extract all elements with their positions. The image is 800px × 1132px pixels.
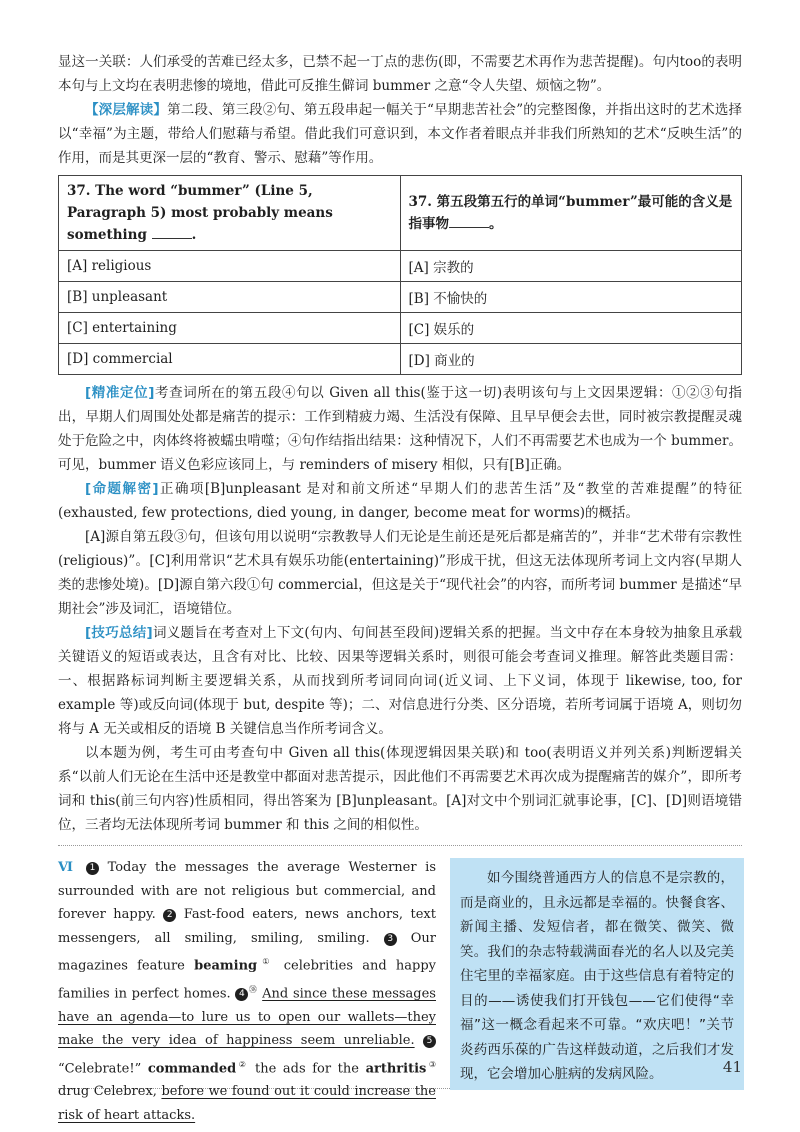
question-cn-end: 。 [489,216,503,232]
question-decode-text: 正确项[B]unpleasant 是对和前文所述“早期人们的悲苦生活”及“教堂的苦难提醒”的特征(exhausted, few protections, died young, in danger, become meat for worms)的概括。 [58,481,742,521]
page-content [58,50,742,1123]
question-decode [58,477,742,525]
question-ref-38: ㊳ [248,984,258,994]
question-en [59,176,401,251]
footnote-3: ③ [426,1059,436,1069]
sentence-1: Today the messages the average Westerner is surrounded with are not religious but commercial, and forever happy. [58,860,436,922]
vocab-beaming: beaming [194,958,258,974]
option-row-b [59,282,742,313]
sentence-marker-1: 1 [86,862,99,875]
option-d-cn: [D] 商业的 [400,344,742,375]
option-a-en: [A] religious [59,251,401,282]
question-row [59,176,742,251]
option-d-en: [D] commercial [59,344,401,375]
option-c-en: [C] entertaining [59,313,401,344]
question-decode-tag: [命题解密] [85,481,159,497]
question-en-text: 37. The word “bummer” (Line 5, Paragraph 5) most probably means something [67,183,333,243]
sentence-3a: Our magazines feature [58,930,437,974]
vocab-commanded: commanded [147,1060,237,1076]
precise-location-tag: [精准定位] [85,385,155,401]
divider [58,845,742,846]
passage-english [58,856,436,1127]
option-b-en: [B] unpleasant [59,282,401,313]
wrong-options-analysis: [A]源自第五段③句，但该句用以说明“宗教教导人们无论是生前还是死后都是痛苦的”，并非“艺术带有宗教性(religious)”。[C]利用常识“艺术具有娱乐功能(entertaining)”形成干扰，但这无法体现所考词上文内容(早期人类的悲惨处境)。[D]源自第六段①句 commercial，但这是关于“现代社会”的内容，而所考词 bummer 是描述“早期社会”涉及词汇，语境错位。 [58,529,742,617]
option-a-cn: [A] 宗教的 [400,251,742,282]
option-b-cn: [B] 不愉快的 [400,282,742,313]
answer-blank-en [152,224,192,239]
sentence-5b: the ads for the [254,1060,359,1076]
option-row-c [59,313,742,344]
question-table [58,175,742,375]
question-cn [400,176,742,251]
section-numeral: Ⅵ [58,860,78,875]
sentence-marker-5: 5 [423,1035,436,1048]
deep-reading [58,98,742,170]
skill-summary-tag: [技巧总结] [85,625,153,641]
footnote-2: ② [236,1059,249,1069]
sentence-5d: before we found out it could increase the risk of heart attacks. [58,1084,436,1123]
sentence-3b: celebrities and happy families in perfect homes. [58,958,437,1002]
option-c-cn: [C] 娱乐的 [400,313,742,344]
chinese-translation-box: 如今围绕普通西方人的信息不是宗教的，而是商业的，且永远都是幸福的。快餐食客、新闻主播、发短信者，都在微笑、微笑、微笑。我们的杂志特载满面春光的名人以及完美住宅里的幸福家庭。由于这些信息有着特定的目的——诱使我们打开钱包——它们使得“幸福”这一概念看起来不可靠。“欢庆吧！”关节炎药西乐葆的广告这样鼓动道，之后我们才发现，它会增加心脏病的发病风险。 [450,858,744,1090]
question-en-end: . [191,227,197,243]
sentence-4: And since these messages have an agenda—to lure us to open our wallets—they make the very idea of happiness seem unreliable. [58,986,436,1049]
skill-summary [58,621,742,741]
option-row-a [59,251,742,282]
page-number: 41 [722,1058,742,1076]
paragraph-top: 显这一关联：人们承受的苦难已经太多，已禁不起一丁点的悲伤(即，不需要艺术再作为悲苦提醒)。句内too的表明本句与上文均在表明悲惨的境地，借此可反推生僻词 bummer 之意“令人失望、烦恼之物”。 [58,54,742,94]
answer-blank-cn [449,213,489,228]
sentence-marker-4: 4 [235,988,248,1001]
deep-reading-text: 第二段、第三段②句、第五段串起一幅关于“早期悲苦社会”的完整图像，并指出这时的艺术选择以“幸福”为主题，带给人们慰藉与希望。借此我们可意识到，本文作者着眼点并非我们所熟知的艺术“反映生活”的作用，而是其更深一层的“教育、警示、慰藉”等作用。 [58,102,742,166]
question-cn-text: 37. 第五段第五行的单词“bummer”最可能的含义是指事物 [408,194,733,232]
sentence-5a: “Celebrate!” [58,1060,142,1076]
example-analysis: 以本题为例，考生可由考查句中 Given all this(体现逻辑因果关联)和 too(表明语义并列关系)判断逻辑关系“以前人们无论在生活中还是教堂中都面对悲苦提示，因此他们不再需要艺术再次成为提醒痛苦的媒介”，即所考词和 this(前三句内容)性质相同，得出答案为 [B]unpleasant。[A]对文中个别词汇就事论事，[C]、[D]则语境错位，三者均无法体现所考词 bummer 和 this 之间的相似性。 [58,745,742,833]
precise-location-text: 考查词所在的第五段④句以 Given all this(鉴于这一切)表明该句与上文因果逻辑：①②③句指出，早期人们周围处处都是痛苦的提示：工作到精疲力竭、生活没有保障、且早早便会去世，同时被宗教提醒灵魂处于危险之中，肉体终将被蠕虫啃噬；④句作结指出结果：这种情况下，人们不再需要艺术也成为一个 bummer。可见，bummer 语义色彩应该同上，与 reminders of misery 相似，只有[B]正确。 [58,385,742,473]
sentence-5c: drug Celebrex, [58,1084,157,1100]
option-row-d [59,344,742,375]
sentence-2: Fast-food eaters, news anchors, text messengers, all smiling, smiling, smiling. [58,907,436,946]
deep-reading-tag: 【深层解读】 [85,102,168,118]
precise-location [58,381,742,477]
sentence-marker-3: 3 [384,933,397,946]
vocab-arthritis: arthritis [365,1060,427,1076]
sentence-marker-2: 2 [163,909,176,922]
footnote-1: ① [257,957,275,966]
passage-section [58,856,742,1123]
skill-summary-text: 词义题旨在考查对上下文(句内、句间甚至段间)逻辑关系的把握。当文中存在本身较为抽象且承载关键语义的短语或表达，且含有对比、比较、因果等逻辑关系时，则很可能会考查词义推理。解答此类题目需：一、根据路标词判断主要逻辑关系，从而找到所考词同向词(近义词、上下义词，体现于 likewise, too, for example 等)或反向词(体现于 but, despite 等)；二、对信息进行分类、区分语境，若所考词属于语境 A，则切勿将与 A 无关或相反的语境 B 关键信息当作所考词含义。 [58,625,742,737]
